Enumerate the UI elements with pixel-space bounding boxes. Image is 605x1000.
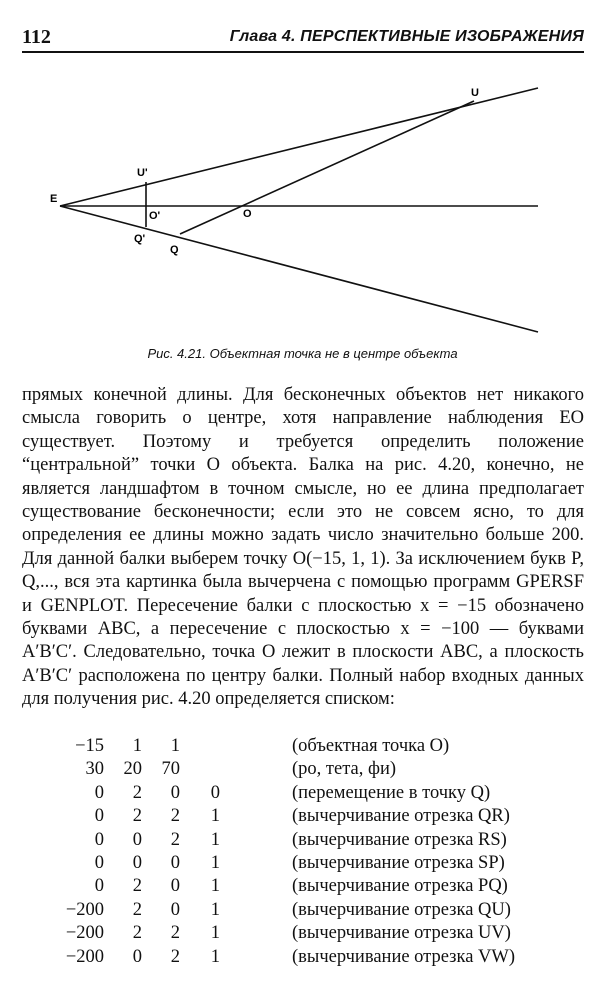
value-col1: 0 bbox=[94, 806, 104, 827]
value-col4: 1 bbox=[210, 829, 220, 850]
value-description: (вычерчивание отрезка VW) bbox=[292, 946, 516, 967]
figure-4-21 bbox=[0, 60, 605, 350]
value-description: (вычерчивание отрезка QR) bbox=[292, 806, 510, 827]
value-col1: 30 bbox=[85, 759, 104, 780]
value-col1: 0 bbox=[94, 852, 104, 873]
header-rule bbox=[22, 51, 584, 53]
figure-caption: Рис. 4.21. Объектная точка не в центре объекта bbox=[147, 346, 458, 361]
input-data-list bbox=[22, 736, 584, 970]
list-item bbox=[22, 806, 584, 829]
value-col2: 0 bbox=[132, 946, 142, 967]
value-col3: 1 bbox=[170, 736, 180, 756]
value-col3: 0 bbox=[170, 899, 180, 920]
list-item bbox=[22, 736, 584, 759]
list-item bbox=[22, 783, 584, 806]
value-description: (вычерчивание отрезка QU) bbox=[292, 899, 511, 920]
list-item bbox=[22, 923, 584, 946]
ray-e-lower bbox=[60, 206, 538, 332]
value-col4: 1 bbox=[210, 852, 220, 873]
value-col4: 1 bbox=[210, 899, 220, 920]
value-col1: −200 bbox=[65, 899, 104, 920]
value-col4: 1 bbox=[210, 923, 220, 944]
value-description: (ро, тета, фи) bbox=[292, 759, 397, 780]
value-col4: 0 bbox=[210, 782, 220, 803]
value-col3: 2 bbox=[170, 946, 180, 967]
value-col3: 0 bbox=[170, 782, 180, 803]
label-o-prime: O' bbox=[149, 210, 161, 222]
value-col4: 1 bbox=[210, 946, 220, 967]
value-col3: 2 bbox=[170, 829, 180, 850]
value-col4: 1 bbox=[210, 806, 220, 827]
segment-q-u bbox=[180, 101, 474, 234]
value-description: (объектная точка О) bbox=[292, 736, 450, 756]
label-e: E bbox=[50, 193, 58, 205]
list-item bbox=[22, 759, 584, 782]
page-header bbox=[22, 24, 584, 50]
value-col4: 1 bbox=[210, 876, 220, 897]
value-description: (вычерчивание отрезка RS) bbox=[292, 829, 507, 850]
value-col1: −15 bbox=[75, 736, 104, 756]
list-item bbox=[22, 876, 584, 899]
value-col1: 0 bbox=[94, 876, 104, 897]
value-description: (перемещение в точку Q) bbox=[292, 782, 491, 803]
value-col2: 2 bbox=[132, 782, 142, 803]
body-paragraph: прямых конечной длины. Для бесконечных объектов нет никакого смысла говорить о центре, хотя направление наблюдения ЕО существует. Поэтому и требуется определить положение “центральной” точки О объекта. Балка на рис. 4.20, конечно, не является ландшафтом в точном смысле, но ее длина предполагает существование бесконечности; если это не совсем ясно, то для определения ее длины можно задать число значительно больше 200. Для данной балки выберем точку О(−15, 1, 1). За исключением букв P, Q,..., вся эта картинка была вычерчена с помощью программ GPERSF и GENPLOT. Пересечение балки с плоскостью x = −15 обозначено буквами ABC, а пересечение с плоскостью x = −100 — буквами A′B′C′. Следовательно, точка О лежит в плоскости ABC, а плоскость A′B′C′ расположена по центру балки. Полный набор входных данных для получения рис. 4.20 определяется списком: bbox=[22, 385, 584, 710]
value-col2: 0 bbox=[132, 852, 142, 873]
value-col2: 2 bbox=[132, 899, 142, 920]
ray-e-u bbox=[60, 88, 538, 206]
value-col2: 2 bbox=[132, 876, 142, 897]
value-col3: 2 bbox=[170, 806, 180, 827]
page-number: 112 bbox=[22, 26, 51, 48]
value-col3: 0 bbox=[170, 876, 180, 897]
body-text bbox=[22, 384, 584, 712]
value-col2: 0 bbox=[132, 829, 142, 850]
value-col2: 2 bbox=[132, 923, 142, 944]
value-col2: 1 bbox=[132, 736, 142, 756]
label-q-prime: Q' bbox=[134, 233, 146, 245]
value-description: (вычерчивание отрезка SP) bbox=[292, 852, 505, 873]
value-col1: 0 bbox=[94, 782, 104, 803]
value-col3: 70 bbox=[161, 759, 180, 780]
value-col2: 20 bbox=[123, 759, 142, 780]
value-col1: 0 bbox=[94, 829, 104, 850]
list-item bbox=[22, 853, 584, 876]
value-col3: 2 bbox=[170, 923, 180, 944]
value-col1: −200 bbox=[65, 946, 104, 967]
list-item bbox=[22, 900, 584, 923]
label-u-prime: U' bbox=[137, 167, 148, 179]
label-u: U bbox=[471, 87, 479, 99]
list-item bbox=[22, 830, 584, 853]
value-col2: 2 bbox=[132, 806, 142, 827]
value-col1: −200 bbox=[65, 923, 104, 944]
list-item bbox=[22, 947, 584, 970]
value-description: (вычерчивание отрезка PQ) bbox=[292, 876, 508, 897]
label-q: Q bbox=[170, 244, 179, 256]
chapter-title: Глава 4. ПЕРСПЕКТИВНЫЕ ИЗОБРАЖЕНИЯ bbox=[229, 28, 584, 45]
value-description: (вычерчивание отрезка UV) bbox=[292, 923, 511, 944]
label-o: O bbox=[243, 208, 252, 220]
value-col3: 0 bbox=[170, 852, 180, 873]
